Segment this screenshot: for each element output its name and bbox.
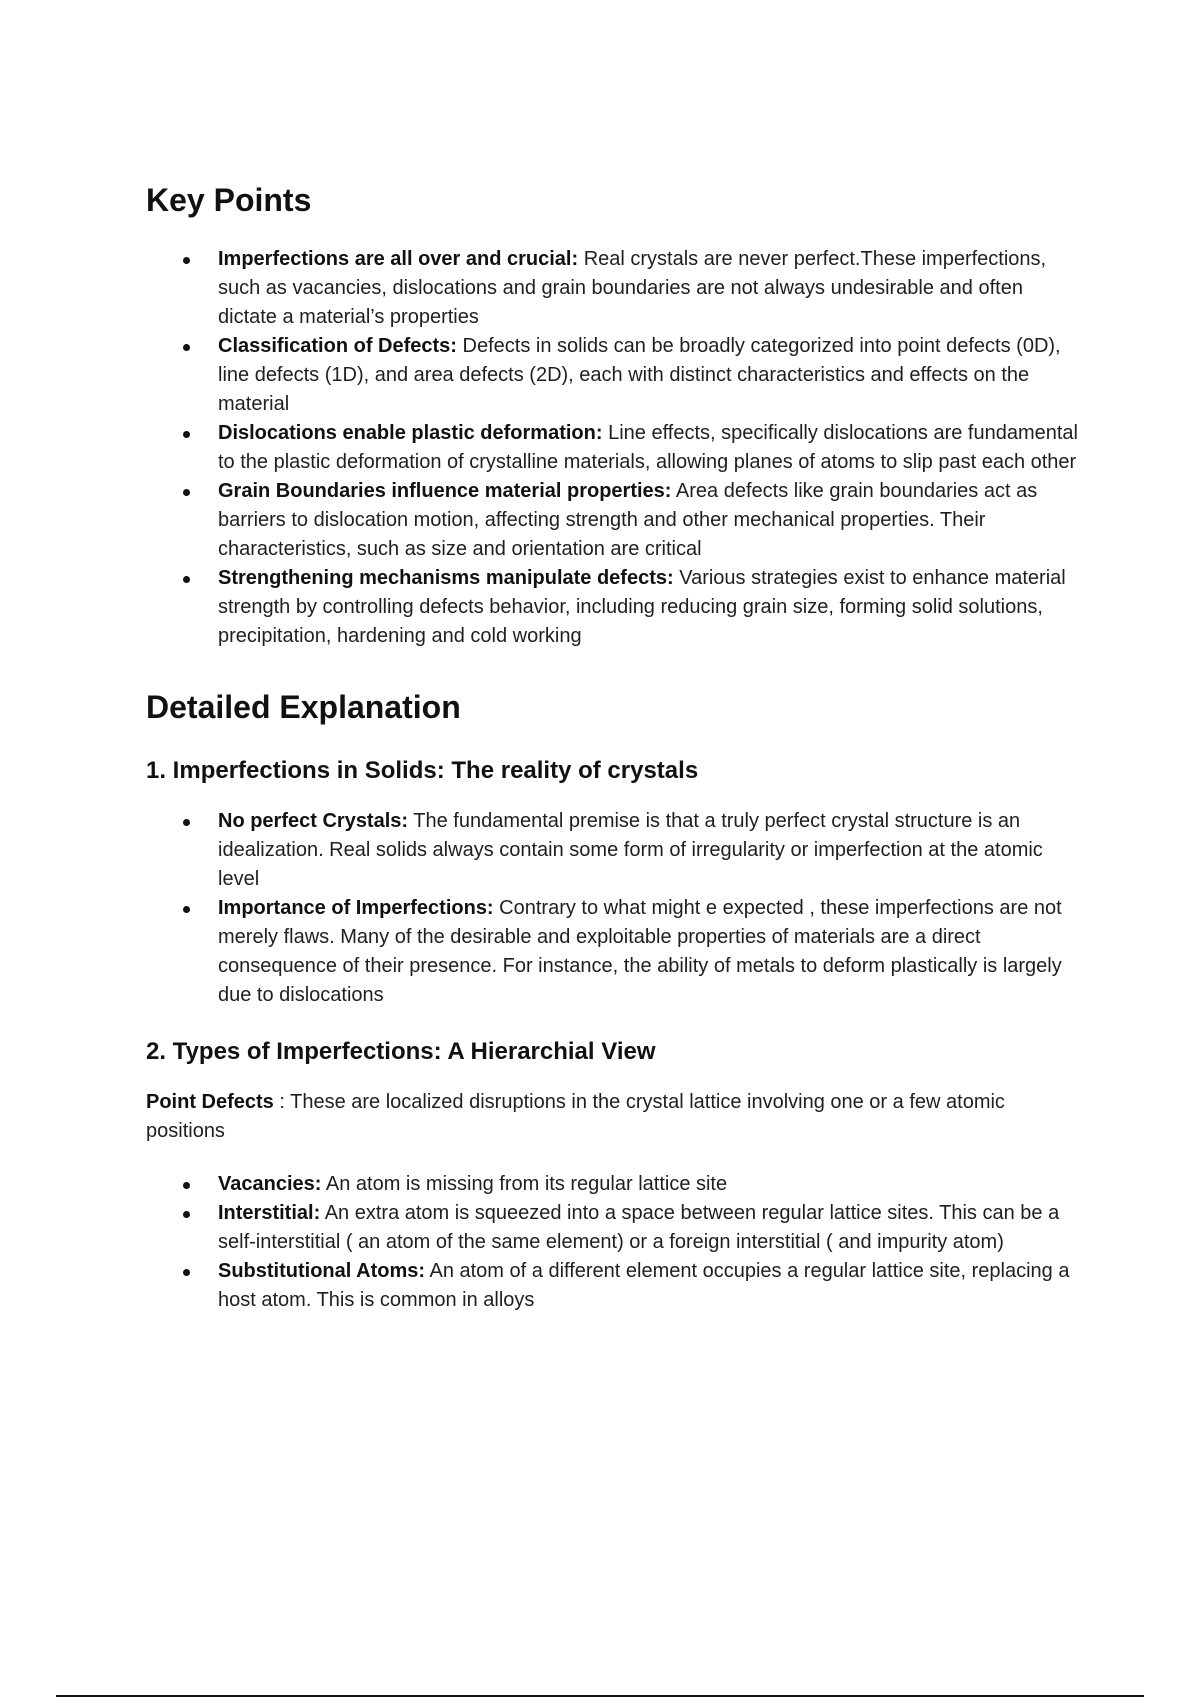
list-item xyxy=(218,1199,1086,1257)
bullet-icon xyxy=(183,1269,190,1276)
page-footer-rule xyxy=(56,1695,1144,1697)
bullet-text: An extra atom is squeezed into a space between regular lattice sites. This can be a self-interstitial ( an atom of the same element) or a foreign interstitial ( and impurity atom) xyxy=(218,1202,1060,1253)
list-item xyxy=(218,1257,1086,1315)
bullet-term: Substitutional Atoms: xyxy=(218,1260,426,1282)
list-item xyxy=(218,564,1086,651)
point-defects-list xyxy=(146,1170,1086,1315)
bullet-icon xyxy=(183,344,190,351)
list-item xyxy=(218,419,1086,477)
bullet-text: Contrary to what might e expected , these imperfections are not merely flaws. Many of the desirable and exploitable properties of materials are a direct consequence of their presence. For instance, the ability of metals to deform plastically is largely due to dislocations xyxy=(218,897,1062,1006)
paragraph-text: : These are localized disruptions in the crystal lattice involving one or a few atomic positions xyxy=(146,1091,1005,1142)
bullet-text: An atom is missing from its regular lattice site xyxy=(321,1173,728,1195)
bullet-term: Vacancies: xyxy=(218,1173,322,1195)
bullet-icon xyxy=(183,819,190,826)
document-page xyxy=(146,178,1086,1315)
bullet-term: Classification of Defects: xyxy=(218,335,457,357)
bullet-text: Area defects like grain boundaries act as barriers to dislocation motion, affecting strength and other mechanical properties. Their characteristics, such as size and orientation are critical xyxy=(218,480,1038,560)
bullet-text: Defects in solids can be broadly categorized into point defects (0D), line defects (1D), and area defects (2D), each with distinct characteristics and effects on the material xyxy=(218,335,1061,415)
bullet-icon xyxy=(183,257,190,264)
bullet-icon xyxy=(183,1211,190,1218)
list-item xyxy=(218,1170,1086,1199)
bullet-icon xyxy=(183,906,190,913)
key-points-list xyxy=(146,245,1086,651)
list-item xyxy=(218,807,1086,894)
list-item xyxy=(218,477,1086,564)
list-item xyxy=(218,894,1086,1010)
bullet-term: Strengthening mechanisms manipulate defects: xyxy=(218,567,674,589)
bullet-icon xyxy=(183,1182,190,1189)
bullet-text: Various strategies exist to enhance material strength by controlling defects behavior, including reducing grain size, forming solid solutions, precipitation, hardening and cold working xyxy=(218,567,1066,647)
section-1-heading: 1. Imperfections in Solids: The reality of crystals xyxy=(146,757,699,784)
list-item xyxy=(218,332,1086,419)
bullet-icon xyxy=(183,431,190,438)
bullet-term: No perfect Crystals: xyxy=(218,810,409,832)
key-points-heading: Key Points xyxy=(146,182,312,218)
bullet-term: Importance of Imperfections: xyxy=(218,897,494,919)
bullet-icon xyxy=(183,489,190,496)
bullet-text: Real crystals are never perfect.These imperfections, such as vacancies, dislocations and grain boundaries are not always undesirable and often dictate a material’s properties xyxy=(218,248,1047,328)
section-2-heading: 2. Types of Imperfections: A Hierarchial View xyxy=(146,1038,656,1065)
bullet-term: Dislocations enable plastic deformation: xyxy=(218,422,603,444)
detailed-explanation-heading: Detailed Explanation xyxy=(146,689,461,725)
bullet-text: An atom of a different element occupies a regular lattice site, replacing a host atom. This is common in alloys xyxy=(218,1260,1070,1311)
bullet-icon xyxy=(183,576,190,583)
list-item xyxy=(218,245,1086,332)
paragraph-term: Point Defects xyxy=(146,1091,274,1113)
bullet-term: Imperfections are all over and crucial: xyxy=(218,248,579,270)
section-1-list xyxy=(146,807,1086,1010)
point-defects-paragraph xyxy=(146,1088,1086,1146)
bullet-text: The fundamental premise is that a truly perfect crystal structure is an idealization. Real solids always contain some form of irregularity or imperfection at the atomic level xyxy=(218,810,1043,890)
bullet-text: Line effects, specifically dislocations are fundamental to the plastic deformation of crystalline materials, allowing planes of atoms to slip past each other xyxy=(218,422,1078,473)
bullet-term: Grain Boundaries influence material properties: xyxy=(218,480,672,502)
bullet-term: Interstitial: xyxy=(218,1202,321,1224)
